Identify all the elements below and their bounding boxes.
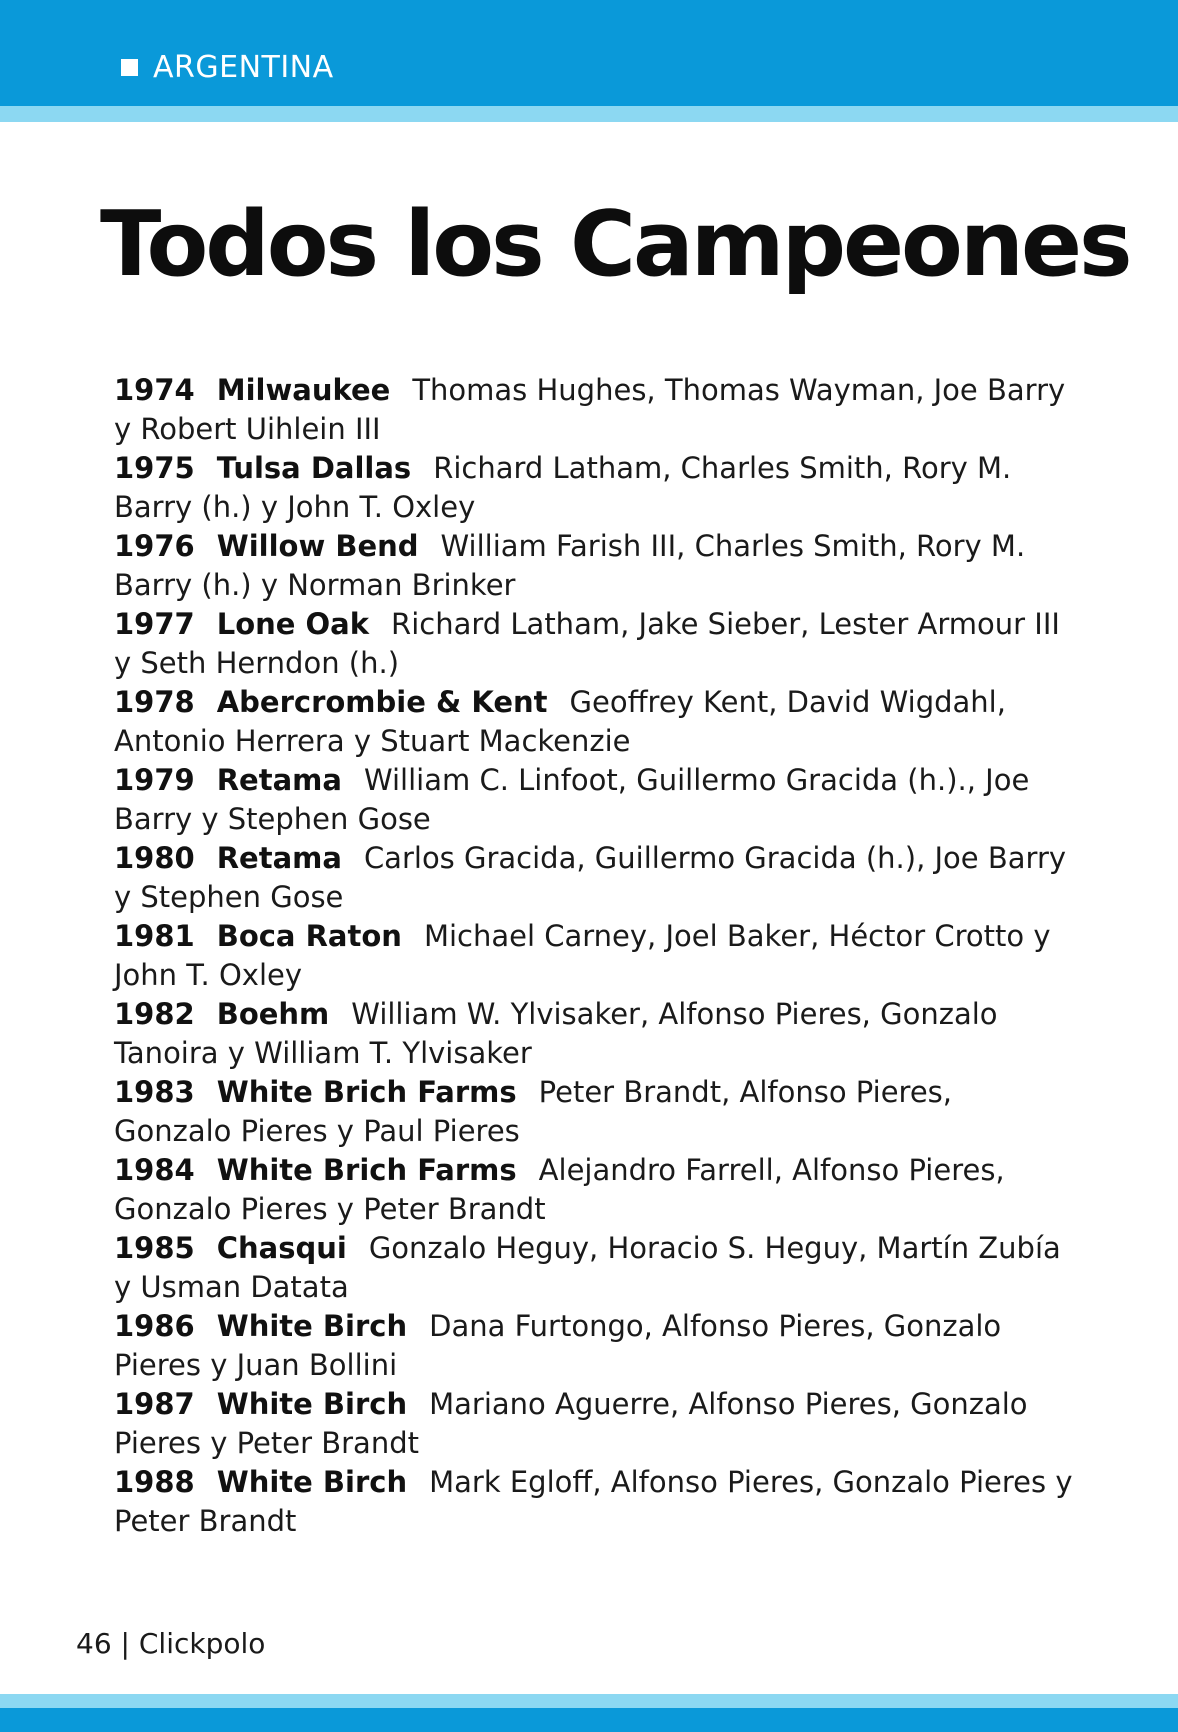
champion-entry (114, 839, 1074, 917)
champion-year: 1988 (114, 1465, 195, 1499)
champion-year: 1985 (114, 1231, 195, 1265)
champion-year: 1974 (114, 373, 195, 407)
champion-team: White Birch (216, 1465, 408, 1499)
champion-entry (114, 1073, 1074, 1151)
champion-players: Gonzalo Heguy, Horacio S. Heguy, Martín Zubía y Usman Datata (114, 1231, 1061, 1304)
champion-year: 1981 (114, 919, 195, 953)
champion-year: 1980 (114, 841, 195, 875)
champion-players: William W. Ylvisaker, Alfonso Pieres, Gonzalo Tanoira y William T. Ylvisaker (114, 997, 998, 1070)
champion-players: Alejandro Farrell, Alfonso Pieres, Gonzalo Pieres y Peter Brandt (114, 1153, 1005, 1226)
champion-year: 1984 (114, 1153, 195, 1187)
champion-year: 1977 (114, 607, 195, 641)
champion-players: Peter Brandt, Alfonso Pieres, Gonzalo Pieres y Paul Pieres (114, 1075, 953, 1148)
champion-year: 1976 (114, 529, 195, 563)
champion-team: White Birch (216, 1387, 408, 1421)
champion-entry (114, 527, 1074, 605)
champion-team: Chasqui (216, 1231, 347, 1265)
section-label (121, 50, 334, 85)
champion-entry (114, 683, 1074, 761)
champion-team: White Brich Farms (216, 1075, 517, 1109)
champion-entry (114, 1463, 1074, 1541)
champion-year: 1979 (114, 763, 195, 797)
champion-team: Willow Bend (216, 529, 419, 563)
champion-players: Carlos Gracida, Guillermo Gracida (h.), Joe Barry y Stephen Gose (114, 841, 1067, 914)
champion-team: Abercrombie & Kent (216, 685, 548, 719)
champion-entry (114, 449, 1074, 527)
champion-players: Mark Egloff, Alfonso Pieres, Gonzalo Pieres y Peter Brandt (114, 1465, 1073, 1538)
champion-team: Tulsa Dallas (216, 451, 412, 485)
header-stripe (0, 106, 1178, 122)
champion-team: Retama (216, 841, 342, 875)
champion-entry (114, 1229, 1074, 1307)
champion-year: 1975 (114, 451, 195, 485)
champion-players: Richard Latham, Charles Smith, Rory M. Barry (h.) y John T. Oxley (114, 451, 1012, 524)
footer-stripe (0, 1694, 1178, 1708)
champion-players: Mariano Aguerre, Alfonso Pieres, Gonzalo Pieres y Peter Brandt (114, 1387, 1028, 1460)
page-footer: 46 | Clickpolo (76, 1627, 266, 1660)
page-title: Todos los Campeones (100, 192, 1130, 297)
footer-bar (0, 1708, 1178, 1732)
champion-players: Geoffrey Kent, David Wigdahl, Antonio Herrera y Stuart Mackenzie (114, 685, 1006, 758)
champion-entry (114, 1307, 1074, 1385)
champion-team: Lone Oak (216, 607, 370, 641)
champion-year: 1986 (114, 1309, 195, 1343)
champion-entry (114, 1151, 1074, 1229)
champion-players: William C. Linfoot, Guillermo Gracida (h.)., Joe Barry y Stephen Gose (114, 763, 1030, 836)
champions-list (114, 371, 1074, 1541)
square-bullet-icon (121, 59, 138, 76)
champion-entry (114, 1385, 1074, 1463)
champion-players: Dana Furtongo, Alfonso Pieres, Gonzalo Pieres y Juan Bollini (114, 1309, 1002, 1382)
champion-players: Thomas Hughes, Thomas Wayman, Joe Barry y Robert Uihlein III (114, 373, 1066, 446)
champion-year: 1978 (114, 685, 195, 719)
champion-entry (114, 761, 1074, 839)
champion-players: Richard Latham, Jake Sieber, Lester Armour III y Seth Herndon (h.) (114, 607, 1060, 680)
section-name: ARGENTINA (153, 50, 334, 85)
champion-entry (114, 995, 1074, 1073)
champion-players: Michael Carney, Joel Baker, Héctor Crotto y John T. Oxley (114, 919, 1051, 992)
champion-team: Boca Raton (216, 919, 402, 953)
champion-entry (114, 371, 1074, 449)
champion-entry (114, 917, 1074, 995)
champion-team: White Birch (216, 1309, 408, 1343)
champion-year: 1983 (114, 1075, 195, 1109)
champion-team: Milwaukee (216, 373, 391, 407)
champion-entry (114, 605, 1074, 683)
champion-year: 1982 (114, 997, 195, 1031)
champion-team: Retama (216, 763, 342, 797)
champion-team: White Brich Farms (216, 1153, 517, 1187)
champion-year: 1987 (114, 1387, 195, 1421)
champion-team: Boehm (216, 997, 330, 1031)
champion-players: William Farish III, Charles Smith, Rory M. Barry (h.) y Norman Brinker (114, 529, 1026, 602)
